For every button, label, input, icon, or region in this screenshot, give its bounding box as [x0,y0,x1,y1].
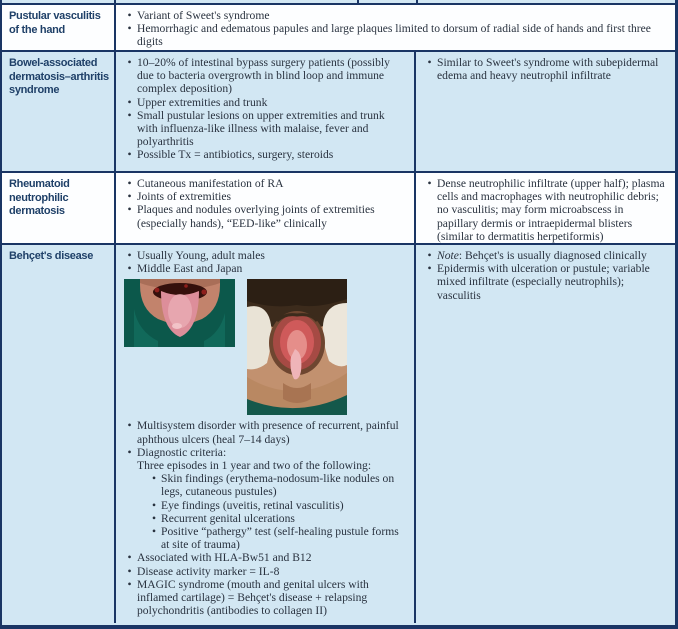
bullet-item [147,525,406,551]
bullet-marker: • [127,577,132,591]
bullet-text: Plaques and nodules overlying joints of extremities (especially hands), “EED-like” clinically [137,203,375,230]
clinical-features-cell [114,52,414,171]
bullet-marker: • [127,177,132,190]
bullet-marker: • [127,564,132,578]
continuation-line: Three episodes in 1 year and two of the following: [137,459,372,473]
bullet-marker: • [427,249,432,262]
bullet-item [122,249,406,262]
bullet-item [147,512,406,525]
bullet-text: Upper extremities and trunk [137,95,268,109]
bullet-marker: • [151,498,157,512]
bullet-item [122,565,406,578]
bullet-text: Disease activity marker = IL-8 [137,564,280,578]
condition-cell: Behçet's disease [9,250,94,262]
clinical-features-cell [114,173,414,243]
bullet-text: 10–20% of intestinal bypass surgery patients (possibly due to bacteria overgrowth in blind loop and immune complex deposition) [137,56,390,96]
clinical-photos [124,279,406,415]
bullet-text: Recurrent genital ulcerations [161,511,295,525]
bullet-marker: • [427,56,432,69]
bullet-marker: • [127,95,132,109]
sub-bullet-list [147,472,406,551]
bullet-text: Variant of Sweet's syndrome [137,9,270,22]
bullet-item [422,249,667,262]
bullet-item [122,177,406,190]
bullet-item [122,148,406,161]
bullet-item [122,190,406,203]
oral-aphthous-ulcers-photo [124,279,235,347]
bullet-item [122,203,406,229]
bullet-item [122,22,667,48]
previous-row-fragment [2,0,675,3]
histology-cell [414,52,675,171]
bullet-marker: • [127,190,132,204]
condition-cell: Pustular vasculitis of the hand [9,10,101,36]
bullet-item [122,96,406,109]
bullet-item [122,446,406,552]
bullet-item [122,578,406,618]
bullet-text: MAGIC syndrome (mouth and genital ulcers with inflamed cartilage) = Behçet's disease + relapsing polychondritis (antibodies to collagen II) [137,577,369,618]
table-divider-fragment [416,0,418,3]
bullet-text: Epidermis with ulceration or pustule; variable mixed infiltrate (especially neutrophils); vasculitis [437,262,650,302]
bullet-text: Note: Behçet's is usually diagnosed clinically [437,249,647,262]
bullet-item [147,499,406,512]
bullet-text: Possible Tx = antibiotics, surgery, steroids [137,148,334,162]
bullet-item [422,177,667,243]
bullet-marker: • [127,445,132,459]
bullet-marker: • [127,419,132,433]
bullet-text: Associated with HLA-Bw51 and B12 [137,551,312,565]
bullet-marker: • [127,22,132,36]
bullet-text: Hemorrhagic and edematous papules and large plaques limited to dorsum of radial side of hands and first three digits [137,22,651,49]
bullet-item [122,262,406,275]
bullet-text: Similar to Sweet's syndrome with subepidermal edema and heavy neutrophil infiltrate [437,56,659,83]
bullet-text: Small pustular lesions on upper extremities and trunk with influenza-like illness with malaise, fever and polyarthritis [137,108,385,149]
bullet-item [422,262,667,302]
clinical-features-cell [114,5,675,50]
bullet-marker: • [127,203,132,217]
bullet-item [422,56,667,82]
clinical-features-cell [114,245,414,623]
bullet-text: Multisystem disorder with presence of recurrent, painful aphthous ulcers (heal 7–14 days) [137,419,399,446]
bullet-marker: • [127,148,132,162]
bullet-text: Skin findings (erythema-nodosum-like nodules on legs, cutaneous pustules) [161,472,395,499]
bullet-marker: • [127,9,132,22]
table-divider-fragment [357,0,359,3]
bullet-marker: • [151,525,157,539]
bullet-text: Usually Young, adult males [137,249,265,262]
bullet-marker: • [127,108,132,122]
bullet-text: Positive “pathergy” test (self-healing pustule forms at site of trauma) [161,525,399,552]
bullet-marker: • [127,262,132,276]
bullet-item [122,9,667,22]
table-row-rheumatoid-neutrophilic-dermatosis [2,171,675,243]
condition-cell: Rheumatoid neutrophilic dermatosis [9,178,70,217]
bullet-item [122,56,406,96]
bullet-text: Eye findings (uveitis, retinal vasculitis) [161,498,344,512]
bullet-marker: • [127,249,132,262]
table-row-behcets-disease [2,243,675,623]
bullet-item [122,109,406,149]
bullet-item [122,551,406,564]
bullet-text: Middle East and Japan [137,262,243,276]
histology-cell [414,173,675,243]
bullet-text: Joints of extremities [137,190,232,204]
bullet-marker: • [427,262,432,276]
genital-ulceration-photo [247,279,347,415]
condition-cell: Bowel-associated dermatosis–arthritis syndrome [9,57,109,96]
bullet-text: Dense neutrophilic infiltrate (upper half); plasma cells and macrophages with neutrophilic debris; no vasculitis; may form microabscess in papillary dermis or intraepidermal blisters (similar to dermatitis herpetiformis) [437,177,665,243]
bullet-marker: • [127,56,132,69]
bullet-item [147,472,406,498]
histology-cell [414,245,675,623]
bullet-item [122,419,406,445]
table-divider-fragment [114,0,116,3]
bullet-marker: • [427,177,432,190]
italic-note-label: Note [437,249,459,262]
bullet-text: Cutaneous manifestation of RA [137,177,284,190]
table-row-bowel-associated-dermatosis [2,50,675,171]
bullet-text: Diagnostic criteria: Three episodes in 1 year and two of the following: • Skin findings (erythema-nodosum-like nodules on legs, cutaneous pustules) • Eye findings (uveitis, retinal vasculitis) • Recurrent genital ulcerations • Positive “pathergy” test (self-healing pustule forms at site of trauma) [137,446,406,552]
bullet-marker: • [127,551,132,565]
table-row-pustular-vasculitis [2,3,675,50]
bullet-marker: • [151,472,157,486]
bullet-marker: • [151,511,157,525]
